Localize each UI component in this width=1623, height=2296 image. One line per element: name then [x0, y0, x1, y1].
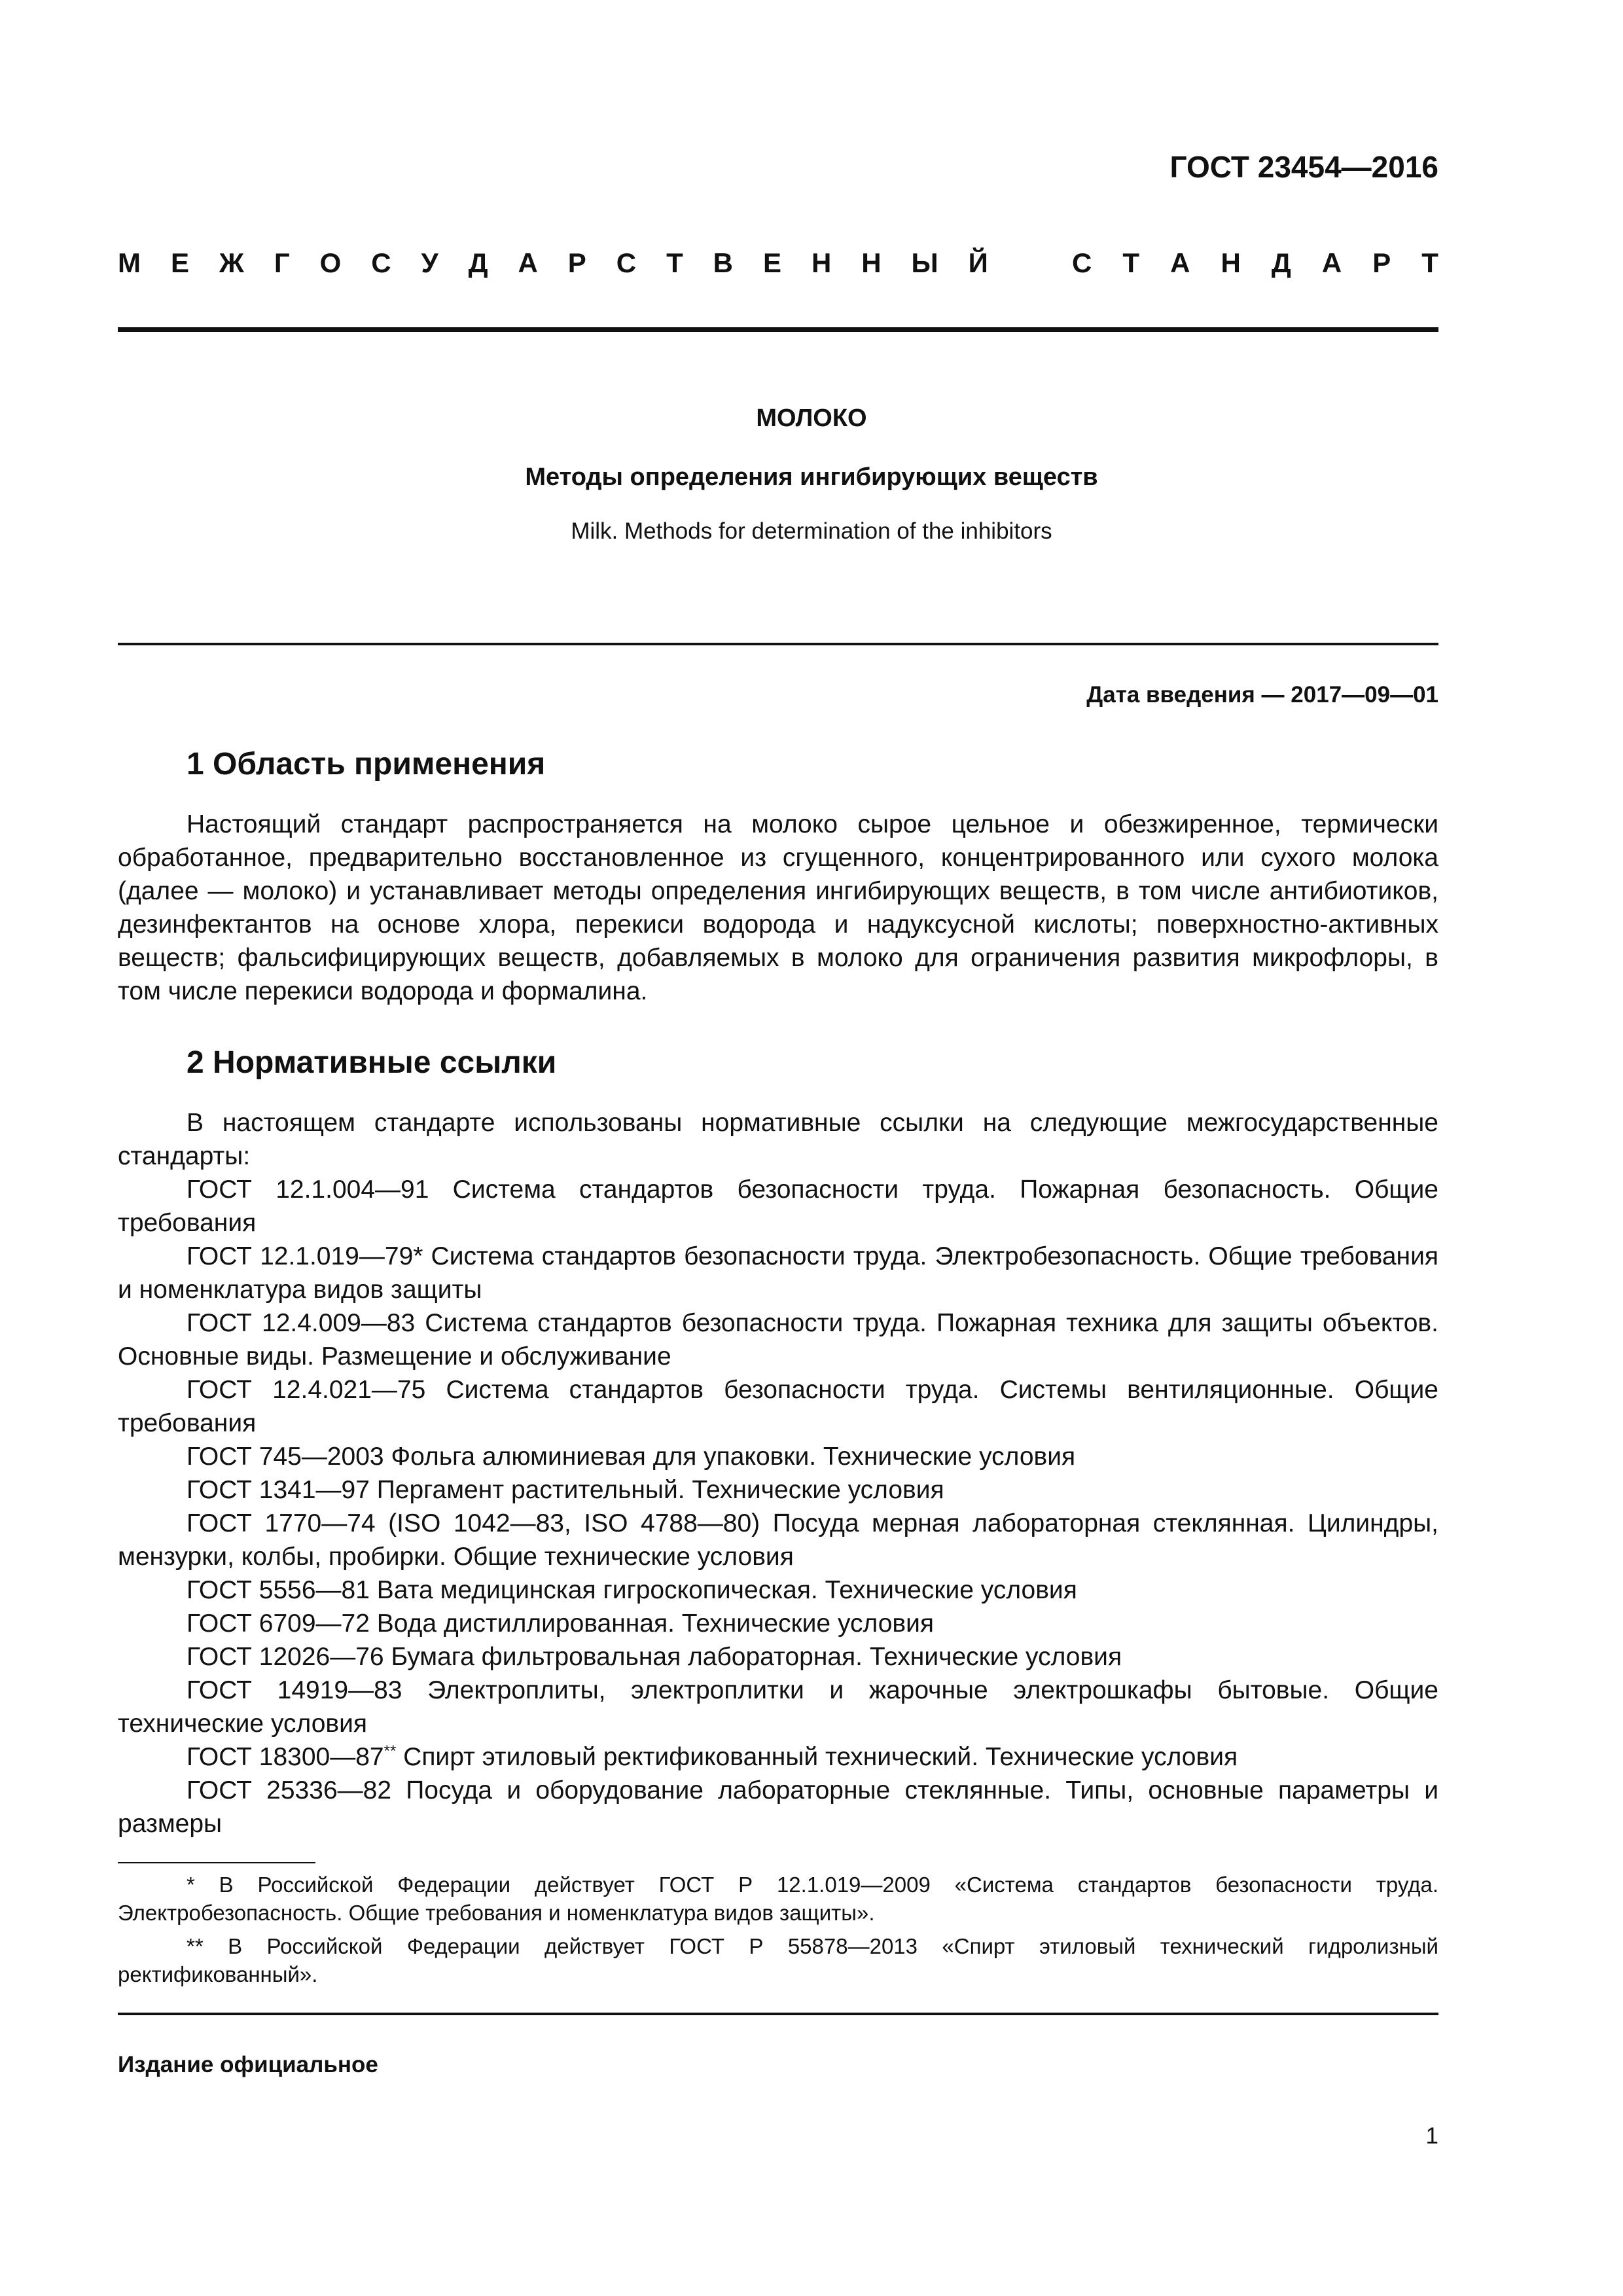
reference-item: ГОСТ 6709—72 Вода дистиллированная. Технические условия — [187, 1609, 935, 1638]
footnote: ** В Российской Федерации действует ГОСТ Р 55878—2013 «Спирт этиловый технический гидролизный ректификованный». — [118, 1934, 1438, 1986]
reference-item — [118, 1740, 1438, 1774]
reference-item: ГОСТ 1770—74 (ISO 1042—83, ISO 4788—80) Посуда мерная лабораторная стеклянная. Цилиндры, мензурки, колбы, пробирки. Общие технические условия — [118, 1509, 1438, 1571]
reference-item: ГОСТ 14919—83 Электроплиты, электроплитки и жарочные электрошкафы бытовые. Общие технические условия — [118, 1676, 1438, 1738]
reference-item: ГОСТ 12.1.019—79* Система стандартов безопасности труда. Электробезопасность. Общие требования и номенклатура видов защиты — [118, 1242, 1438, 1304]
introduction-date: Дата введения — 2017—09—01 — [1086, 682, 1438, 708]
reference-item: ГОСТ 12.4.009—83 Система стандартов безопасности труда. Пожарная техника для защиты объектов. Основные виды. Размещение и обслуживание — [118, 1309, 1438, 1371]
section1-text: Настоящий стандарт распространяется на молоко сырое цельное и обезжиренное, термически обработанное, предварительно восстановленное из сгущенного, концентрированного или сухого молока (далее — молоко) и устанавливает методы определения ингибирующих веществ, в том числе антибиотиков, дезинфектантов на основе хлора, перекиси водорода и надуксусной кислоты; поверхностно-активных веществ; фальсифицирующих веществ, добавляемых в молоко для ограничения развития микрофлоры, в том числе перекиси водорода и формалина. — [118, 810, 1438, 1005]
footnotes — [118, 1871, 1438, 1994]
footnote-separator — [118, 1862, 315, 1863]
reference-item: ГОСТ 1341—97 Пергамент растительный. Технические условия — [187, 1476, 944, 1504]
official-edition-label: Издание официальное — [118, 2052, 378, 2077]
document-subtitle: Методы определения ингибирующих веществ — [525, 463, 1098, 491]
document-title: МОЛОКО — [756, 404, 867, 432]
gost-number: ГОСТ 23454—2016 — [1169, 150, 1438, 184]
standard-type-word2: С Т А Н Д А Р Т — [1072, 247, 1438, 278]
reference-title: Спирт этиловый ректификованный технический. Технические условия — [396, 1743, 1238, 1771]
title-rule — [118, 643, 1438, 645]
document-body — [118, 745, 1438, 1840]
reference-item: ГОСТ 12.4.021—75 Система стандартов безопасности труда. Системы вентиляционные. Общие требования — [118, 1376, 1438, 1437]
footer-rule — [118, 2013, 1438, 2015]
page-number: 1 — [1425, 2123, 1438, 2149]
standard-type-word1: М Е Ж Г О С У Д А Р С Т В Е Н Н Ы Й — [118, 247, 988, 278]
header-rule — [118, 327, 1438, 332]
reference-item: ГОСТ 25336—82 Посуда и оборудование лабораторные стеклянные. Типы, основные параметры и размеры — [118, 1776, 1438, 1838]
footnote: * В Российской Федерации действует ГОСТ Р 12.1.019—2009 «Система стандартов безопасности труда. Электробезопасность. Общие требования и номенклатура видов защиты». — [118, 1873, 1438, 1925]
standard-type-heading — [118, 247, 1438, 279]
reference-item: ГОСТ 12026—76 Бумага фильтровальная лабораторная. Технические условия — [187, 1643, 1122, 1671]
reference-item: ГОСТ 745—2003 Фольга алюминиевая для упаковки. Технические условия — [187, 1443, 1076, 1471]
reference-code: ГОСТ 18300—87 — [187, 1743, 384, 1771]
reference-item: ГОСТ 5556—81 Вата медицинская гигроскопическая. Технические условия — [187, 1576, 1077, 1604]
section2-intro: В настоящем стандарте использованы нормативные ссылки на следующие межгосударственные стандарты: — [118, 1109, 1438, 1170]
footnote-marker: ** — [383, 1742, 397, 1760]
reference-item: ГОСТ 12.1.004—91 Система стандартов безопасности труда. Пожарная безопасность. Общие требования — [118, 1175, 1438, 1237]
document-title-english: Milk. Methods for determination of the inhibitors — [571, 518, 1052, 544]
reference-list — [118, 1173, 1438, 1840]
section1-heading: 1 Область применения — [187, 747, 546, 781]
section2-heading: 2 Нормативные ссылки — [187, 1045, 557, 1080]
